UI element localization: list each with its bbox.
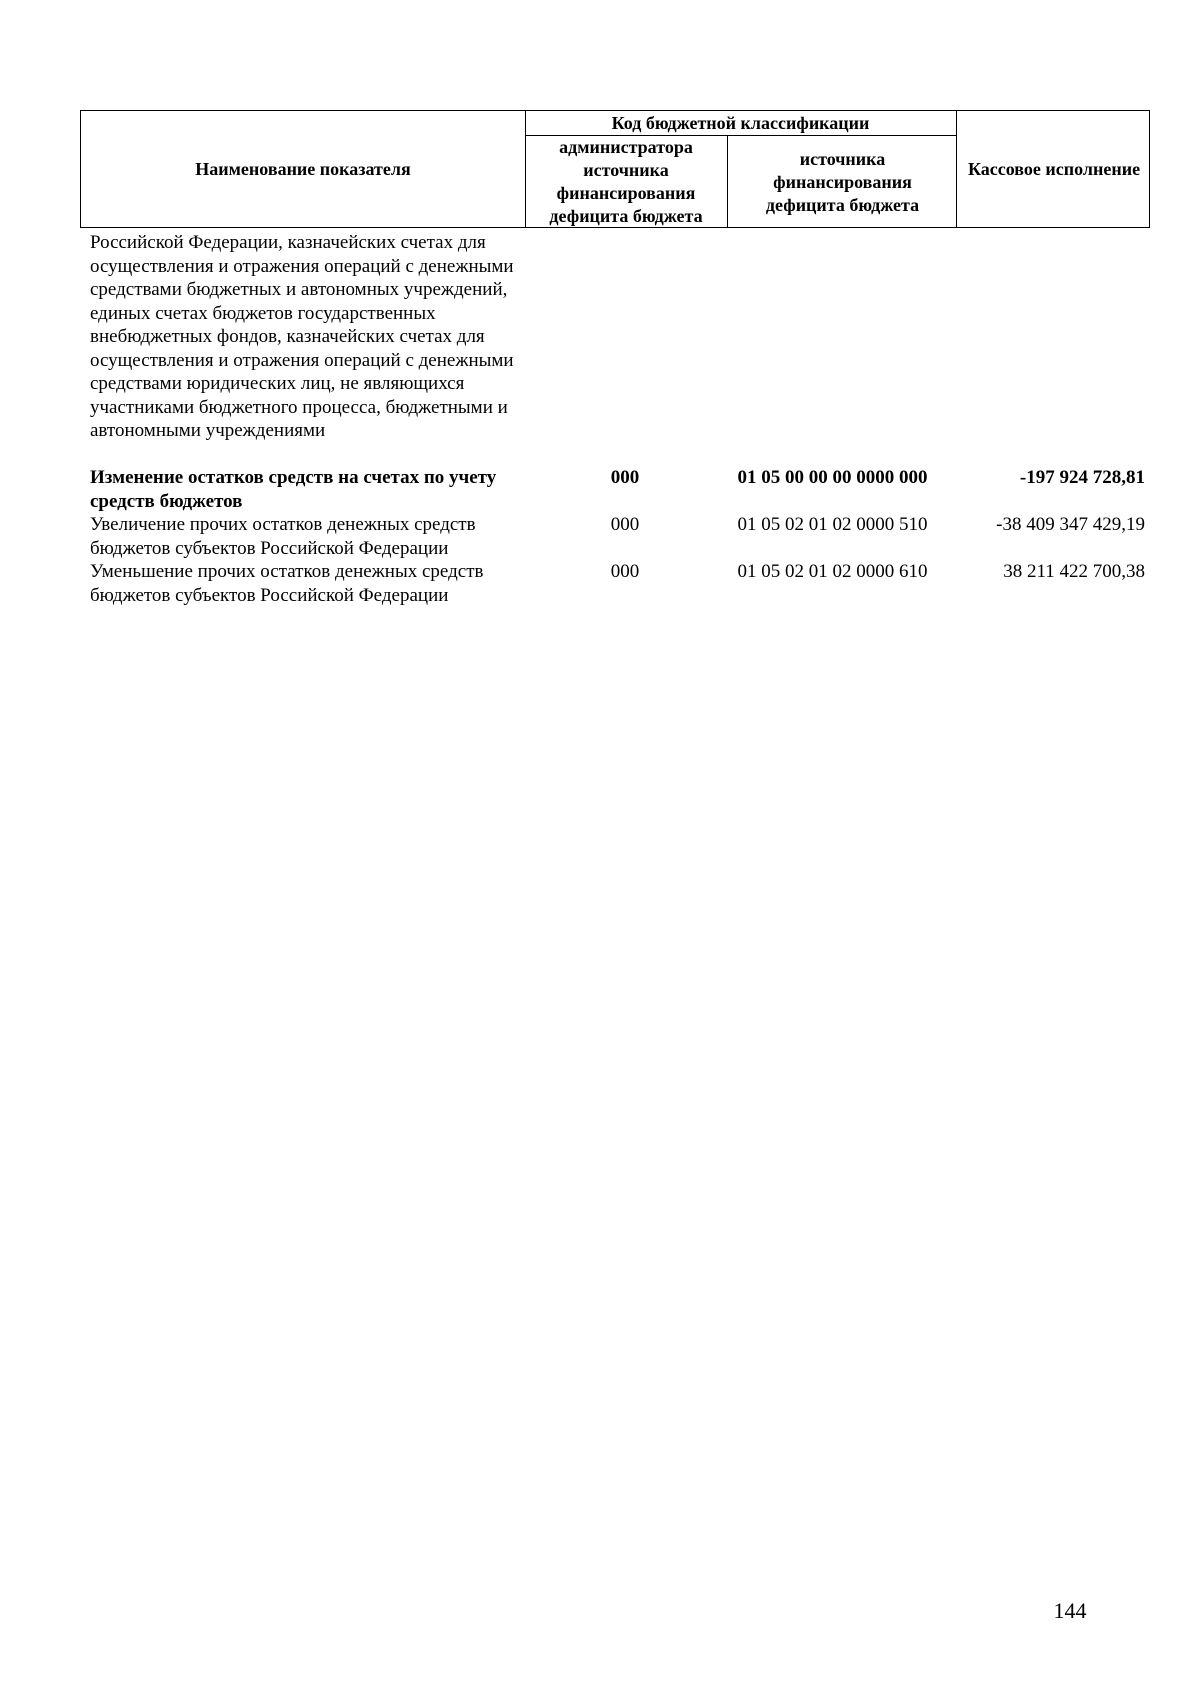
header-code-group: Код бюджетной классификации xyxy=(611,112,870,133)
row-source-code: 01 05 02 01 02 0000 610 xyxy=(737,561,928,582)
row-admin-code: 000 xyxy=(610,467,640,488)
row-name: Изменение остатков средств на счетах по учету средств бюджетов xyxy=(90,467,497,512)
row-name: Уменьшение прочих остатков денежных средств бюджетов субъектов Российской Федерации xyxy=(90,561,484,606)
header-divider xyxy=(727,135,728,227)
header-source-column: источника финансирования дефицита бюджета xyxy=(765,148,920,215)
row-name: Увеличение прочих остатков денежных средств бюджетов субъектов Российской Федерации xyxy=(90,514,476,559)
header-name-column: Наименование показателя xyxy=(195,158,411,179)
page-number: 144 xyxy=(1053,1598,1087,1623)
row-source-code: 01 05 00 00 00 0000 000 xyxy=(737,467,928,488)
row-admin-code: 000 xyxy=(610,561,640,582)
row-amount: 38 211 422 700,38 xyxy=(1003,561,1145,582)
table-header xyxy=(80,110,1150,228)
row-source-code: 01 05 02 01 02 0000 510 xyxy=(737,514,928,535)
header-admin-column: администратора источника финансирования дефицита бюджета xyxy=(549,137,703,226)
header-divider xyxy=(956,111,957,227)
row-admin-code: 000 xyxy=(610,514,640,535)
continuation-text: Российской Федерации, казначейских счетах для осуществления и отражения операций с денежными средствами бюджетных и автономных учреждений, единых счетах бюджетов государственных внебюджетных фондов, казначейских счетах для осуществления и отражения операций с денежными средствами юридических лиц, не являющихся участниками бюджетного процесса, бюджетными и автономными учреждениями xyxy=(90,232,514,441)
header-amount-column: Кассовое исполнение xyxy=(967,158,1141,179)
row-amount: -197 924 728,81 xyxy=(1019,467,1145,488)
row-amount: -38 409 347 429,19 xyxy=(996,514,1145,535)
